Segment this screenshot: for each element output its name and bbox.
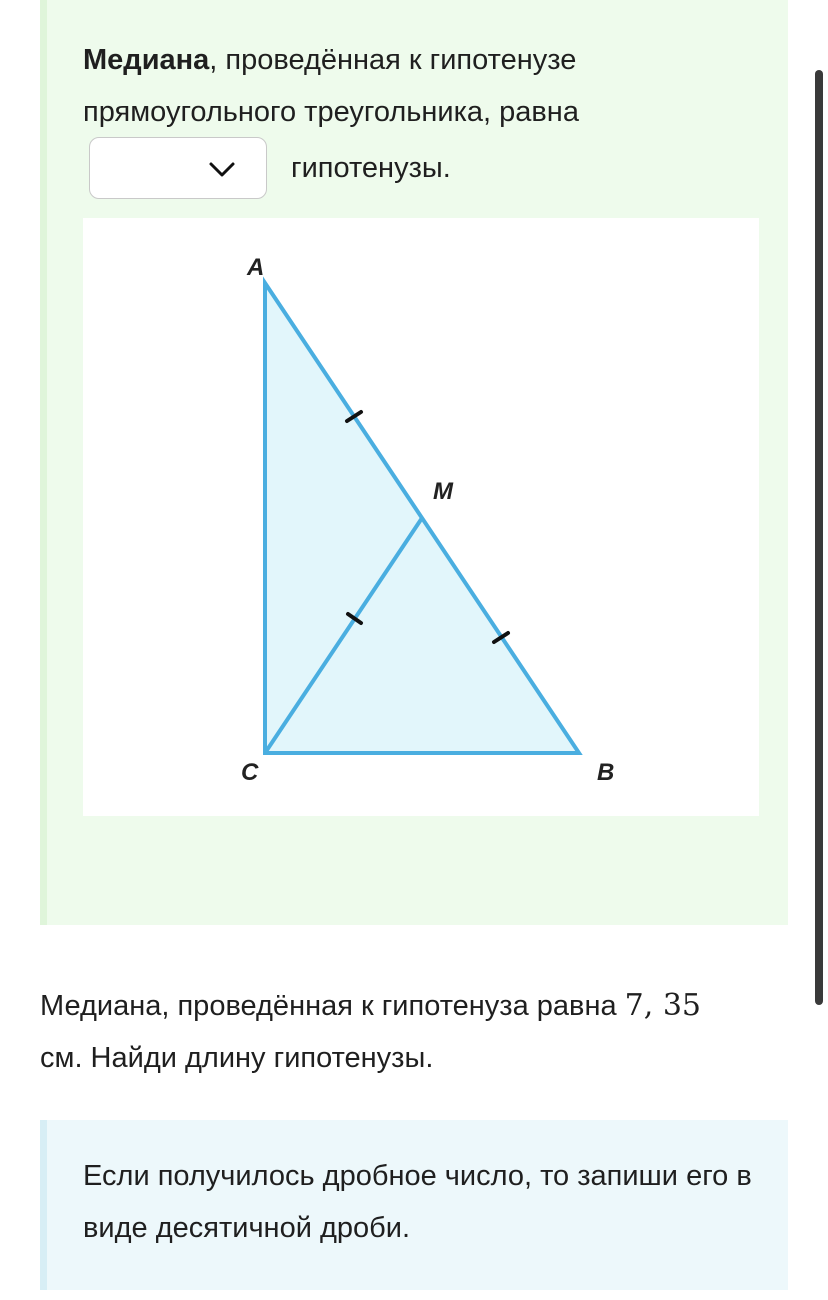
triangle-figure <box>83 218 759 816</box>
theory-term: Медиана <box>83 44 210 76</box>
triangle-diagram <box>83 218 759 816</box>
answer-dropdown[interactable] <box>89 137 267 199</box>
task-line1: Медиана, проведённая к гипотенуза равна <box>40 990 625 1022</box>
scrollbar[interactable] <box>815 70 823 1005</box>
theory-card <box>40 0 788 925</box>
vertex-label-c: C <box>241 759 259 786</box>
theory-line2: прямоугольного треугольника, равна <box>83 96 579 128</box>
task-value: 7, 35 <box>624 988 701 1023</box>
vertex-label-a: A <box>247 254 265 281</box>
theory-statement <box>83 34 773 138</box>
task-line2: см. Найди длину гипотенузы. <box>40 1042 434 1074</box>
dropdown-suffix: гипотенузы. <box>291 152 451 184</box>
vertex-label-m: M <box>433 478 453 505</box>
hint-card <box>40 1120 788 1290</box>
chevron-down-icon <box>208 159 236 179</box>
task-statement <box>40 980 790 1084</box>
hint-text: Если получилось дробное число, то запиши его в виде десятичной дроби. <box>83 1160 752 1244</box>
theory-line1: , проведённая к гипотенузе <box>209 44 577 76</box>
vertex-label-b: B <box>597 759 615 786</box>
